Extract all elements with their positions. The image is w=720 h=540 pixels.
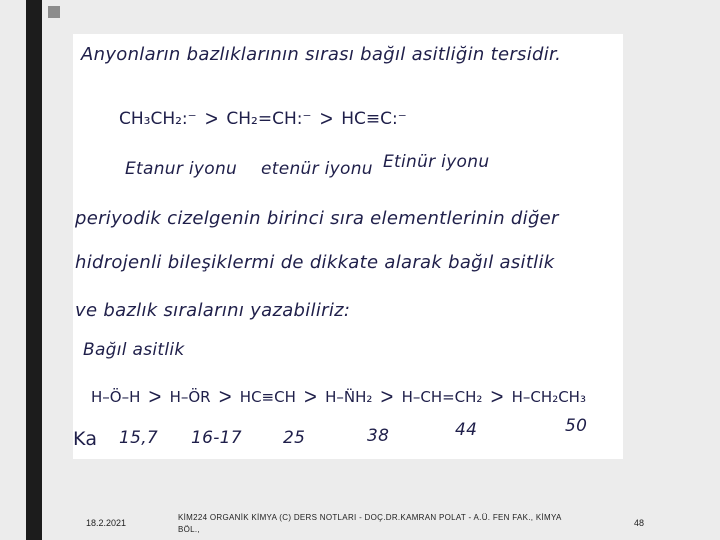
pka-alcohol: 16-17 [191, 428, 242, 448]
anion-order-row [119, 106, 407, 132]
compound-ethane: H–CH₂CH₃ [511, 388, 586, 406]
footer-date: 18.2.2021 [86, 518, 127, 528]
acidity-order-row [91, 384, 586, 410]
pka-ethylene: 44 [455, 420, 478, 440]
pka-acetylene: 25 [283, 428, 306, 448]
compound-water: H–Ö–H [91, 388, 141, 406]
compound-ethylene: H–CH=CH₂ [401, 388, 483, 406]
acid-gt-1: > [148, 384, 162, 409]
acid-gt-2: > [218, 384, 232, 409]
compound-alcohol: H–ÖR [169, 388, 211, 406]
greater-than-1: > [205, 106, 218, 131]
acid-gt-4: > [380, 384, 394, 409]
compound-ammonia: H–N̈H₂ [325, 388, 373, 406]
footer-course-text: KİM224 ORGANİK KİMYA (C) DERS NOTLARI - DOÇ.DR.KAMRAN POLAT - A.Ü. FEN FAK., KİMYA BÖL., [178, 513, 562, 534]
corner-square-mark [48, 6, 60, 18]
left-accent-bar [26, 0, 42, 540]
periodic-line-3: ve bazlık sıralarını yazabiliriz: [75, 300, 351, 321]
periodic-line-2: hidrojenli bileşiklermi de dikkate alarak bağıl asitlik [75, 252, 555, 273]
vinyl-anion: CH₂=CH:⁻ [226, 109, 312, 129]
greater-than-2: > [319, 106, 333, 131]
ka-label: Ka [73, 428, 98, 450]
anion-name-acetylide: Etinür iyonu [383, 152, 490, 172]
ethyl-anion: CH₃CH₂:⁻ [119, 109, 197, 129]
anion-name-ethyl: Etanur iyonu [125, 159, 238, 179]
anion-name-vinyl: etenür iyonu [261, 159, 373, 179]
handwritten-note-panel [73, 34, 623, 459]
acetylide-anion: HC≡C:⁻ [341, 109, 407, 129]
intro-line: Anyonların bazlıklarının sırası bağıl asitliğin tersidir. [81, 44, 562, 65]
relative-acidity-heading: Bağıl asitlik [83, 340, 185, 360]
acid-gt-3: > [304, 384, 317, 409]
page-number: 48 [634, 518, 645, 528]
pka-ammonia: 38 [367, 426, 390, 446]
compound-acetylene: HC≡CH [239, 388, 296, 406]
pka-ethane: 50 [565, 416, 588, 436]
acid-gt-5: > [490, 384, 504, 409]
pka-water: 15,7 [119, 428, 159, 448]
periodic-line-1: periyodik cizelgenin birinci sıra elementlerinin diğer [75, 208, 559, 229]
